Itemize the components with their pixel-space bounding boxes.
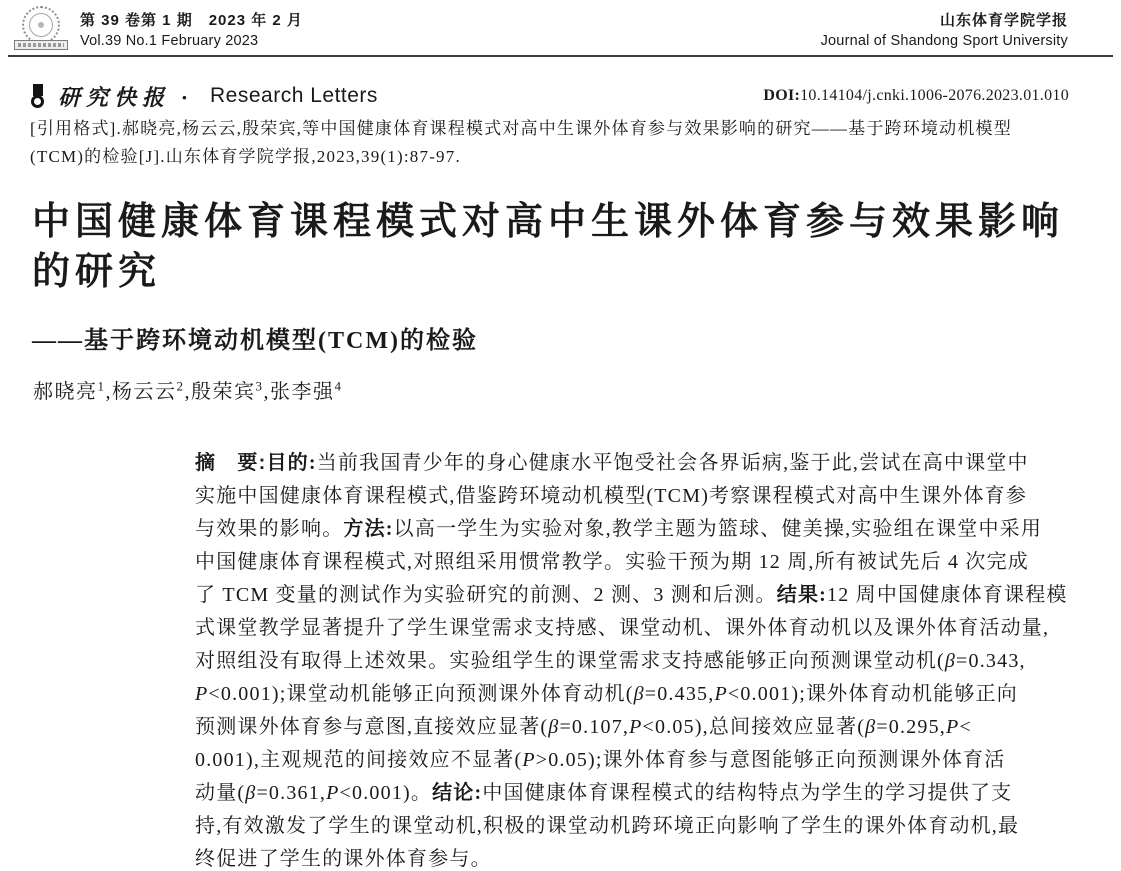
citation-line: (TCM)的检验[J].山东体育学院学报,2023,39(1):87-97. bbox=[30, 146, 461, 166]
university-seal-logo bbox=[13, 6, 69, 56]
abstract-lines bbox=[195, 447, 1100, 871]
citation-line: [引用格式].郝晓亮,杨云云,殷荣宾,等中国健康体育课程模式对高中生课外体育参与效果影响的研究——基于跨环境动机模型 bbox=[30, 119, 1012, 138]
header-divider bbox=[8, 55, 1113, 57]
abstract-line: 动量(β=0.361,P<0.001)。结论:中国健康体育课程模式的结构特点为学生的学习提供了支 bbox=[195, 782, 1013, 804]
abstract-line: 式课堂教学显著提升了学生课堂需求支持感、课堂动机、课外体育动机以及课外体育活动量, bbox=[195, 617, 1050, 639]
title-line: 的研究 bbox=[32, 251, 162, 293]
abstract-line: 摘 要:目的:当前我国青少年的身心健康水平饱受社会各界诟病,鉴于此,尝试在高中课堂中 bbox=[195, 452, 1029, 474]
abstract-line: 终促进了学生的课外体育参与。 bbox=[195, 848, 492, 870]
abstract-line: 中国健康体育课程模式,对照组采用惯常教学。实验干预为期 12 周,所有被试先后 4 次完成 bbox=[195, 551, 1029, 573]
issue-info-en: Vol.39 No.1 February 2023 bbox=[80, 33, 259, 49]
journal-name-block bbox=[821, 12, 1068, 50]
abstract-line: 预测课外体育参与意图,直接效应显著(β=0.107,P<0.05),总间接效应显著(β=0.295,P< bbox=[195, 716, 972, 738]
issue-info-cn: 第 39 卷第 1 期 2023 年 2 月 bbox=[80, 12, 303, 29]
abstract-line: 实施中国健康体育课程模式,借鉴跨环境动机模型(TCM)考察课程模式对高中生课外体育参 bbox=[195, 485, 1028, 507]
title-line: 中国健康体育课程模式对高中生课外体育参与效果影响 bbox=[32, 201, 1065, 243]
seal-banner bbox=[14, 40, 68, 50]
author: 杨云云$^2$, bbox=[112, 378, 191, 403]
author: 郝晓亮$^1$, bbox=[33, 378, 112, 403]
author: 张李强$^4$ bbox=[270, 378, 343, 403]
doi-label: DOI: bbox=[763, 87, 801, 104]
section-label-group bbox=[30, 81, 378, 112]
article-title bbox=[32, 197, 1064, 297]
abstract-line: 对照组没有取得上述效果。实验组学生的课堂需求支持感能够正向预测课堂动机(β=0.343, bbox=[195, 650, 1026, 672]
seal-inner bbox=[29, 13, 53, 37]
doi bbox=[763, 87, 1069, 105]
medal-icon bbox=[30, 84, 45, 108]
abstract-line: P<0.001);课堂动机能够正向预测课外体育动机(β=0.435,P<0.001);课外体育动机能够正向 bbox=[195, 683, 1018, 705]
journal-name-en: Journal of Shandong Sport University bbox=[820, 33, 1068, 49]
section-label-en: Research Letters bbox=[210, 84, 378, 107]
medal-ring bbox=[31, 95, 44, 108]
author: 殷荣宾$^3$, bbox=[191, 378, 270, 403]
section-header bbox=[30, 80, 1069, 112]
abstract-line: 0.001),主观规范的间接效应不显著(P>0.05);课外体育参与意图能够正向预测课外体育活 bbox=[195, 749, 1006, 771]
authors-line bbox=[33, 375, 343, 404]
abstract-line: 持,有效激发了学生的课堂动机,积极的课堂动机跨环境正向影响了学生的课外体育动机,最 bbox=[195, 815, 1020, 837]
article-subtitle: ——基于跨环境动机模型(TCM)的检验 bbox=[32, 328, 478, 354]
citation-block bbox=[30, 115, 1093, 170]
abstract-line: 与效果的影响。方法:以高一学生为实验对象,教学主题为篮球、健美操,实验组在课堂中采用 bbox=[195, 518, 1043, 540]
journal-name-cn: 山东体育学院学报 bbox=[939, 12, 1068, 29]
abstract-line: 了 TCM 变量的测试作为实验研究的前测、2 测、3 测和后测。结果:12 周中国健康体育课程模 bbox=[195, 584, 1068, 606]
issue-info bbox=[80, 12, 303, 50]
doi-value: 10.14104/j.cnki.1006-2076.2023.01.010 bbox=[800, 87, 1069, 104]
section-label-cn: 研究快报 · bbox=[58, 84, 194, 110]
seal-circle bbox=[22, 6, 60, 44]
